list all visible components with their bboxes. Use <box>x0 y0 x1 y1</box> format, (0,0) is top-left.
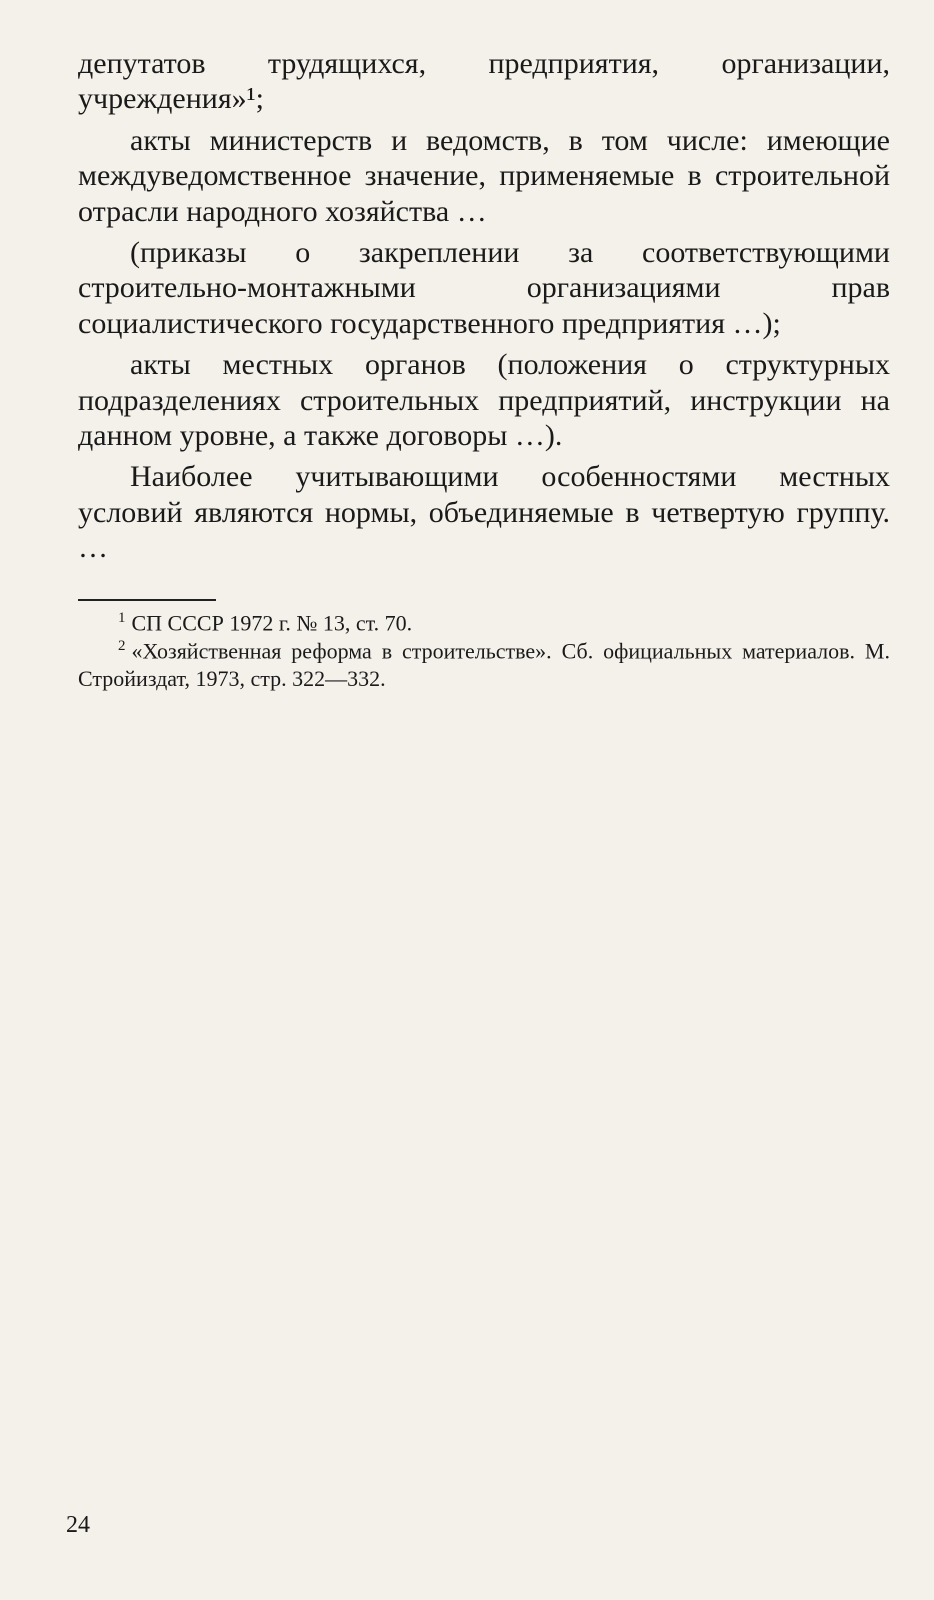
paragraph-2: акты министерств и ведомств, в том числе: имеющие междуведомственное значение, применяемые в строительной отрасли народного хозяйства … <box>78 123 890 228</box>
footnote-text: СП СССР 1972 г. № 13, ст. 70. <box>131 610 413 636</box>
footnote-mark: 2 <box>118 638 126 655</box>
footnote-mark: 1 <box>118 610 126 627</box>
paragraph-1: депутатов трудящихся, предприятия, организации, учреждения»¹; <box>78 47 890 116</box>
footnote-1 <box>78 609 890 637</box>
footnotes <box>78 599 890 692</box>
paragraph-5: Наиболее учитывающими особенностями местных условий являются нормы, объединяемые в четвертую группу. … <box>78 460 890 565</box>
footnote-2 <box>78 637 890 692</box>
paragraph-4: акты местных органов (положения о структурных подразделениях строительных предприятий, инструкции на данном уровне, а также договоры …). <box>78 348 890 452</box>
page-number: 24 <box>66 1512 90 1538</box>
footnote-rule <box>78 599 216 601</box>
footnote-text: «Хозяйственная реформа в строительстве». Сб. официальных материалов. М. Стройиздат, 1973, стр. 322—332. <box>78 638 890 692</box>
paragraph-3: (приказы о закреплении за соответствующими строительно-монтажными организациями прав социалистического государственного предприятия …); <box>78 235 890 340</box>
